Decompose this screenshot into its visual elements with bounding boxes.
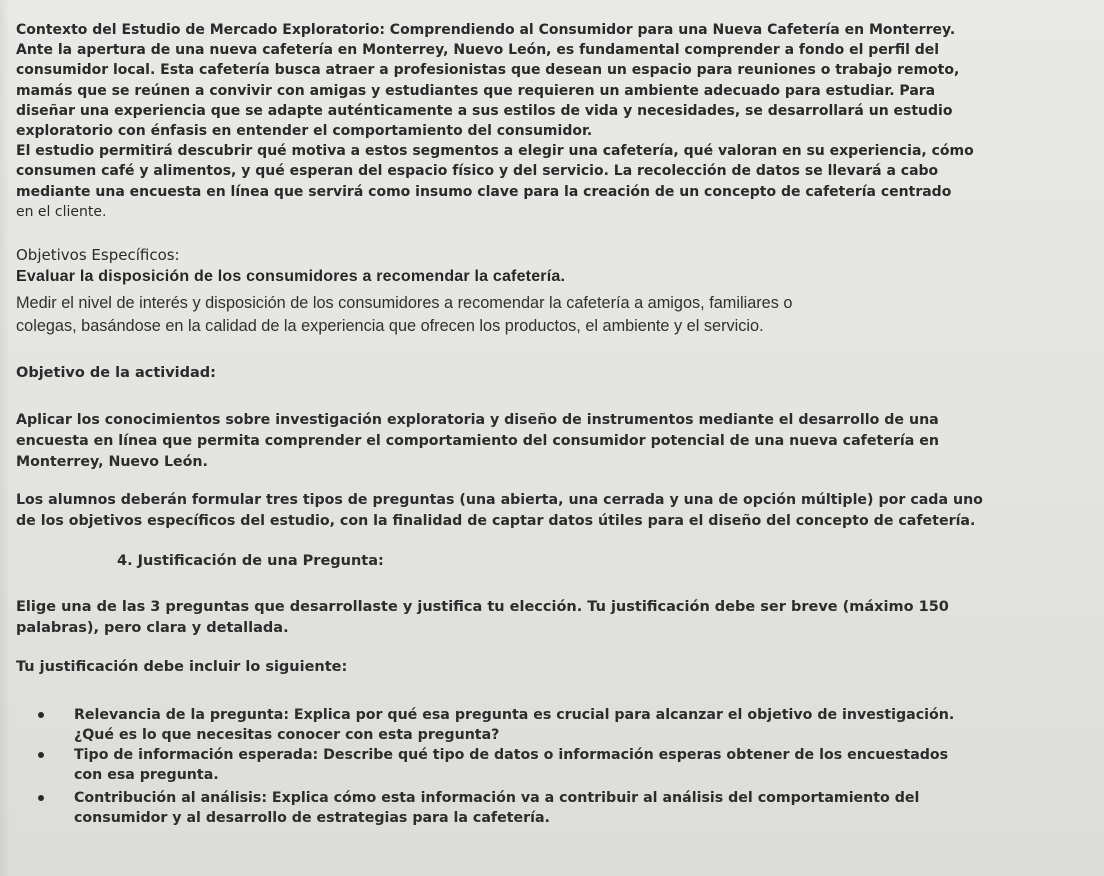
alumnos-line: de los objetivos específicos del estudio, con la finalidad de captar datos útiles para el diseño del concepto de cafetería. (16, 513, 976, 529)
objetivos-especificos-label: Objetivos Específicos: (16, 246, 180, 264)
context-line: consumidor local. Esta cafetería busca atraer a profesionistas que desean un espacio para reuniones o trabajo remoto, (16, 62, 960, 79)
list-item (74, 788, 1084, 828)
context-line: Ante la apertura de una nueva cafetería en Monterrey, Nuevo León, es fundamental comprender a fondo el perfil del (16, 42, 940, 59)
objetivo-heading: Evaluar la disposición de los consumidores a recomendar la cafetería. (16, 268, 566, 285)
elige-line: Elige una de las 3 preguntas que desarrollaste y justifica tu elección. Tu justificación debe ser breve (máximo 150 (16, 599, 949, 615)
actividad-line: Monterrey, Nuevo León. (16, 454, 208, 470)
list-item-line: Relevancia de la pregunta: Explica por qué esa pregunta es crucial para alcanzar el objetivo de investigación. (74, 707, 955, 723)
context-line: diseñar una experiencia que se adapte auténticamente a sus estilos de vida y necesidades, se desarrollará un estudio (16, 102, 953, 119)
objetivo-body-line: Medir el nivel de interés y disposición de los consumidores a recomendar la cafetería a amigos, familiares o (16, 294, 793, 312)
bullet-icon (38, 795, 44, 801)
alumnos-paragraph (16, 490, 1086, 532)
list-item-line: Contribución al análisis: Explica cómo esta información va a contribuir al análisis del comportamiento del (74, 790, 920, 806)
context-line: exploratorio con énfasis en entender el comportamiento del consumidor. (16, 123, 593, 140)
context-line: El estudio permitirá descubrir qué motiva a estos segmentos a elegir una cafetería, qué valoran en su experiencia, cómo (16, 143, 974, 160)
list-item-line: con esa pregunta. (74, 767, 219, 783)
context-title: Contexto del Estudio de Mercado Exploratorio: Comprendiendo al Consumidor para una Nueva Cafetería en Monterrey. (16, 22, 956, 38)
context-last-line: en el cliente. (16, 203, 107, 220)
list-item (74, 705, 1084, 745)
actividad-line: encuesta en línea que permita comprender el comportamiento del consumidor potencial de una nueva cafetería en (16, 433, 939, 449)
list-item (74, 745, 1084, 785)
context-paragraph (16, 20, 1086, 222)
bullet-icon (38, 752, 44, 758)
context-line: mediante una encuesta en línea que servirá como insumo clave para la creación de un concepto de cafetería centrado (16, 183, 952, 200)
elige-line: palabras), pero clara y detallada. (16, 620, 289, 636)
section-4-heading: 4. Justificación de una Pregunta: (117, 553, 384, 569)
objetivo-body (16, 292, 1076, 338)
actividad-label: Objetivo de la actividad: (16, 365, 216, 381)
list-item-line: Tipo de información esperada: Describe qué tipo de datos o información esperas obtener de los encuestados (74, 747, 949, 763)
alumnos-line: Los alumnos deberán formular tres tipos de preguntas (una abierta, una cerrada y una de opción múltiple) por cada uno (16, 492, 983, 508)
list-item-line: consumidor y al desarrollo de estrategias para la cafetería. (74, 810, 550, 826)
context-line: mamás que se reúnen a convivir con amigas y estudiantes que requieren un ambiente adecuado para estudiar. Para (16, 82, 936, 99)
list-item-line: ¿Qué es lo que necesitas conocer con esta pregunta? (74, 727, 500, 743)
elige-paragraph (16, 597, 1086, 639)
incluir-label: Tu justificación debe incluir lo siguiente: (16, 659, 348, 675)
actividad-body (16, 410, 1086, 473)
bullet-icon (38, 712, 44, 718)
objetivo-body-line: colegas, basándose en la calidad de la experiencia que ofrecen los productos, el ambiente y el servicio. (16, 317, 764, 335)
actividad-line: Aplicar los conocimientos sobre investigación exploratoria y diseño de instrumentos mediante el desarrollo de una (16, 412, 939, 428)
context-line: consumen café y alimentos, y qué esperan del espacio físico y del servicio. La recolección de datos se llevará a cabo (16, 163, 939, 180)
page-edge-shadow (0, 0, 10, 876)
